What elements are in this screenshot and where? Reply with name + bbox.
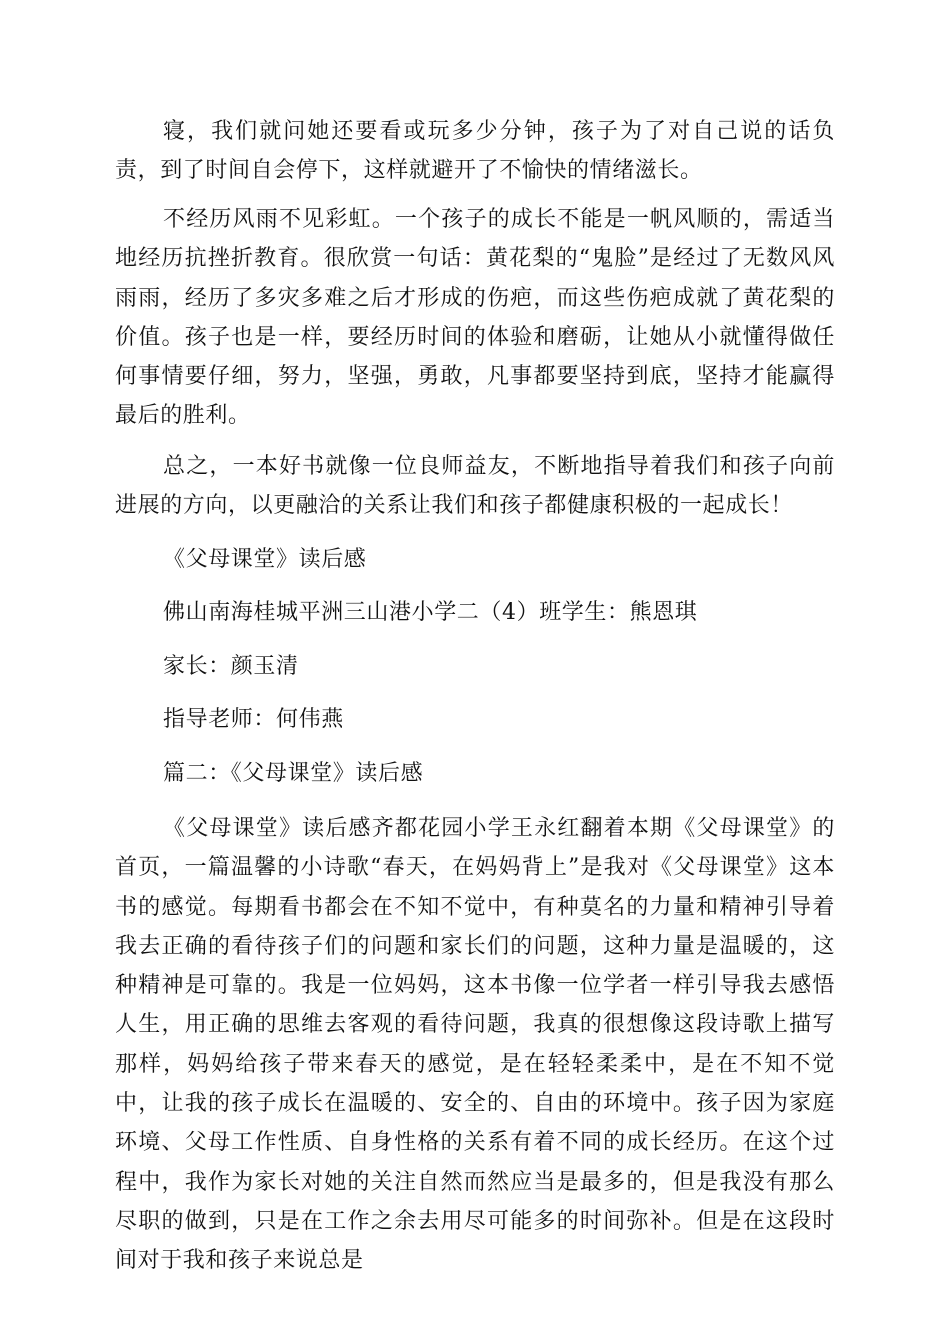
section-title: 篇二：《父母课堂》读后感 (163, 761, 424, 786)
essay-title: 《父母课堂》读后感 (163, 547, 367, 572)
section-body: 《父母课堂》读后感齐都花园小学王永红翻着本期《父母课堂》的首页，一篇温馨的小诗歌“春天，在妈妈背上”是我对《父母课堂》这本书的感觉。每期看书都会在不知不觉中，有种莫名的力量和精神引导着我去正确的看待孩子们的问题和家长们的问题，这种力量是温暖的，这种精神是可靠的。我是一位妈妈，这本书像一位学者一样引导我去感悟人生，用正确的思维去客观的看待问题，我真的很想像这段诗歌上描写那样，妈妈给孩子带来春天的感觉，是在轻轻柔柔中，是在不知不觉中，让我的孩子成长在温暖的、安全的、自由的环境中。孩子因为家庭环境、父母工作性质、自身性格的关系有着不同的成长经历。在这个过程中，我作为家长对她的关注自然而然应当是最多的，但是我没有那么尽职的做到，只是在工作之余去用尽可能多的时间弥补。但是在这段时间对于我和孩子来说总是 (115, 816, 835, 1274)
author-line: 佛山南海桂城平洲三山港小学二（4）班学生：熊恩琪 (163, 600, 698, 625)
paragraph-resilience: 不经历风雨不见彩虹。一个孩子的成长不能是一帆风顺的，需适当地经历抗挫折教育。很欣赏一句话：黄花梨的“鬼脸”是经过了无数风风雨雨，经历了多灾多难之后才形成的伤疤，而这些伤疤成就了黄花梨的价值。孩子也是一样，要经历时间的体验和磨砺，让她从小就懂得做任何事情要仔细，努力，坚强，勇敢，凡事都要坚持到底，坚持才能赢得最后的胜利。 (115, 207, 835, 429)
teacher-line: 指导老师：何伟燕 (163, 707, 344, 732)
paragraph-continued: 寝，我们就问她还要看或玩多少分钟，孩子为了对自己说的话负责，到了时间自会停下，这样就避开了不愉快的情绪滋长。 (115, 119, 835, 184)
parent-line: 家长：颜玉清 (163, 654, 299, 679)
paragraph-conclusion: 总之，一本好书就像一位良师益友，不断地指导着我们和孩子向前进展的方向，以更融洽的关系让我们和孩子都健康积极的一起成长！ (115, 454, 835, 519)
